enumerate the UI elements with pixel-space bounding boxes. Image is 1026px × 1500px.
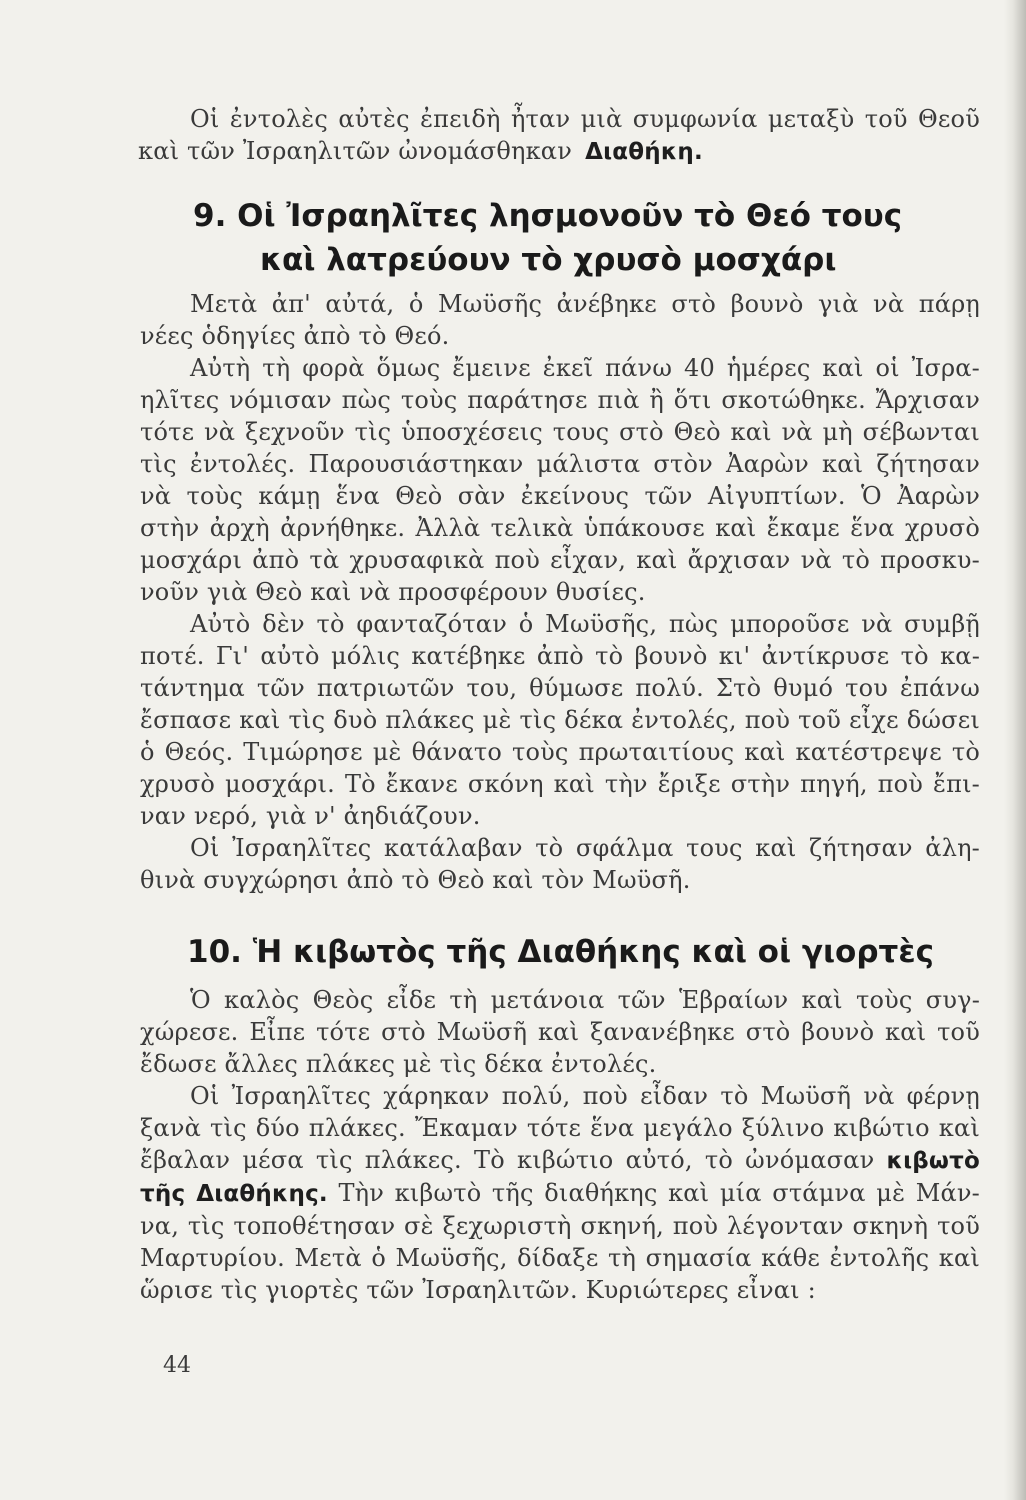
- section-9-subtitle: καὶ λατρεύουν τὸ χρυσὸ μοσχάρι: [260, 242, 837, 278]
- text-line: Ὁ καλὸς Θεὸς εἶδε τὴ μετάνοια τῶν Ἑβραίων καὶ τοὺς συγ-: [190, 986, 980, 1014]
- term-kivoto: κιβωτὸ: [886, 1148, 980, 1174]
- text-line: Μαρτυρίου. Μετὰ ὁ Μωϋσῆς, δίδαξε τὴ σημασία κάθε ἐντολῆς καὶ: [140, 1244, 980, 1272]
- text-line: να, τὶς τοποθέτησαν σὲ ξεχωριστὴ σκηνή, ποὺ λέγονταν σκηνὴ τοῦ: [140, 1212, 980, 1240]
- section-9-title: 9. Οἱ Ἰσραηλῖτες λησμονοῦν τὸ Θεό τους: [193, 198, 903, 234]
- text-line: Αὐτὴ τὴ φορὰ ὅμως ἔμεινε ἐκεῖ πάνω 40 ἡμέρες καὶ οἱ Ἰσρα-: [190, 354, 980, 382]
- section-10-title: 10. Ἡ κιβωτὸς τῆς Διαθήκης καὶ οἱ γιορτὲς: [187, 934, 934, 970]
- text-line: νοῦν γιὰ Θεὸ καὶ νὰ προσφέρουν θυσίες.: [140, 578, 646, 606]
- text-line: χρυσὸ μοσχάρι. Τὸ ἔκανε σκόνη καὶ τὴν ἔριξε στὴν πηγή, ποὺ ἔπι-: [140, 770, 980, 798]
- text-line: Οἱ ἐντολὲς αὐτὲς ἐπειδὴ ἦταν μιὰ συμφωνία μεταξὺ τοῦ Θεοῦ: [190, 105, 980, 133]
- text-line: Αὐτὸ δὲν τὸ φανταζόταν ὁ Μωϋσῆς, πὼς μποροῦσε νὰ συμβῇ: [190, 610, 980, 638]
- text-line: ποτέ. Γι' αὐτὸ μόλις κατέβηκε ἀπὸ τὸ βουνὸ κι' ἀντίκρυσε τὸ κα-: [140, 642, 980, 670]
- text-line: τὶς ἐντολές. Παρουσιάστηκαν μάλιστα στὸν Ἀαρὼν καὶ ζήτησαν: [140, 450, 980, 478]
- text-line: Οἱ Ἰσραηλῖτες χάρηκαν πολύ, ποὺ εἶδαν τὸ Μωϋσῆ νὰ φέρνῃ: [190, 1082, 980, 1110]
- text-line: ξανὰ τὶς δύο πλάκες. Ἔκαμαν τότε ἕνα μεγάλο ξύλινο κιβώτιο καὶ: [140, 1114, 980, 1142]
- text-line: νέες ὁδηγίες ἀπὸ τὸ Θεό.: [140, 322, 450, 350]
- text-line: Οἱ Ἰσραηλῖτες κατάλαβαν τὸ σφάλμα τους καὶ ζήτησαν ἀλη-: [190, 834, 980, 862]
- text-segment: Τὴν κιβωτὸ τῆς διαθήκης καὶ μία στάμνα μὲ Μάν-: [338, 1179, 980, 1207]
- page-edge-shadow: [1004, 0, 1026, 1500]
- text-line: μοσχάρι ἀπὸ τὰ χρυσαφικὰ ποὺ εἶχαν, καὶ ἄρχισαν νὰ τὸ προσκυ-: [140, 546, 980, 574]
- section-9-body: [140, 288, 980, 896]
- term-tis-diathikis: τῆς Διαθήκης.: [140, 1181, 328, 1207]
- text-line: Μετὰ ἀπ' αὐτά, ὁ Μωϋσῆς ἀνέβηκε στὸ βουνὸ γιὰ νὰ πάρῃ: [190, 290, 980, 318]
- intro-paragraph: [190, 103, 980, 135]
- text-line: ναν νερό, γιὰ ν' ἀηδιάζουν.: [140, 802, 481, 830]
- text-segment: ἔβαλαν μέσα τὶς πλάκες. Τὸ κιβώτιο αὐτό, τὸ ὠνόμασαν: [140, 1146, 875, 1174]
- term-diatheke: Διαθήκη.: [585, 139, 703, 165]
- intro-line-2: [138, 135, 978, 168]
- section-10-body: [140, 984, 980, 1306]
- text-line-ark-2: [140, 1177, 980, 1210]
- text-line: ηλῖτες νόμισαν πὼς τοὺς παράτησε πιὰ ἢ ὅτι σκοτώθηκε. Ἄρχισαν: [140, 386, 980, 414]
- text-line: ὥρισε τὶς γιορτὲς τῶν Ἰσραηλιτῶν. Κυριώτερες εἶναι :: [140, 1276, 816, 1304]
- text-line: νὰ τοὺς κάμῃ ἕνα Θεὸ σὰν ἐκείνους τῶν Αἰγυπτίων. Ὁ Ἀαρὼν: [140, 482, 980, 510]
- text-line: καὶ τῶν Ἰσραηλιτῶν ὠνομάσθηκαν: [138, 137, 573, 165]
- page-number: 44: [163, 1353, 191, 1378]
- text-line: ἔδωσε ἄλλες πλάκες μὲ τὶς δέκα ἐντολές.: [140, 1050, 657, 1078]
- text-line: στὴν ἀρχὴ ἀρνήθηκε. Ἀλλὰ τελικὰ ὑπάκουσε καὶ ἔκαμε ἕνα χρυσὸ: [140, 514, 980, 542]
- text-line: τότε νὰ ξεχνοῦν τὶς ὑποσχέσεις τους στὸ Θεὸ καὶ νὰ μὴ σέβωνται: [140, 418, 980, 446]
- text-line: ὁ Θεός. Τιμώρησε μὲ θάνατο τοὺς πρωταιτίους καὶ κατέστρεψε τὸ: [140, 738, 980, 766]
- text-line: θινὰ συγχώρησι ἀπὸ τὸ Θεὸ καὶ τὸν Μωϋσῆ.: [140, 866, 691, 894]
- text-line: χώρεσε. Εἶπε τότε στὸ Μωϋσῆ καὶ ξανανέβηκε στὸ βουνὸ καὶ τοῦ: [140, 1018, 980, 1046]
- text-line-ark: [140, 1144, 980, 1177]
- text-line: τάντημα τῶν πατριωτῶν του, θύμωσε πολύ. Στὸ θυμό του ἐπάνω: [140, 674, 980, 702]
- text-line: ἔσπασε καὶ τὶς δυὸ πλάκες μὲ τὶς δέκα ἐντολές, ποὺ τοῦ εἶχε δώσει: [140, 706, 980, 734]
